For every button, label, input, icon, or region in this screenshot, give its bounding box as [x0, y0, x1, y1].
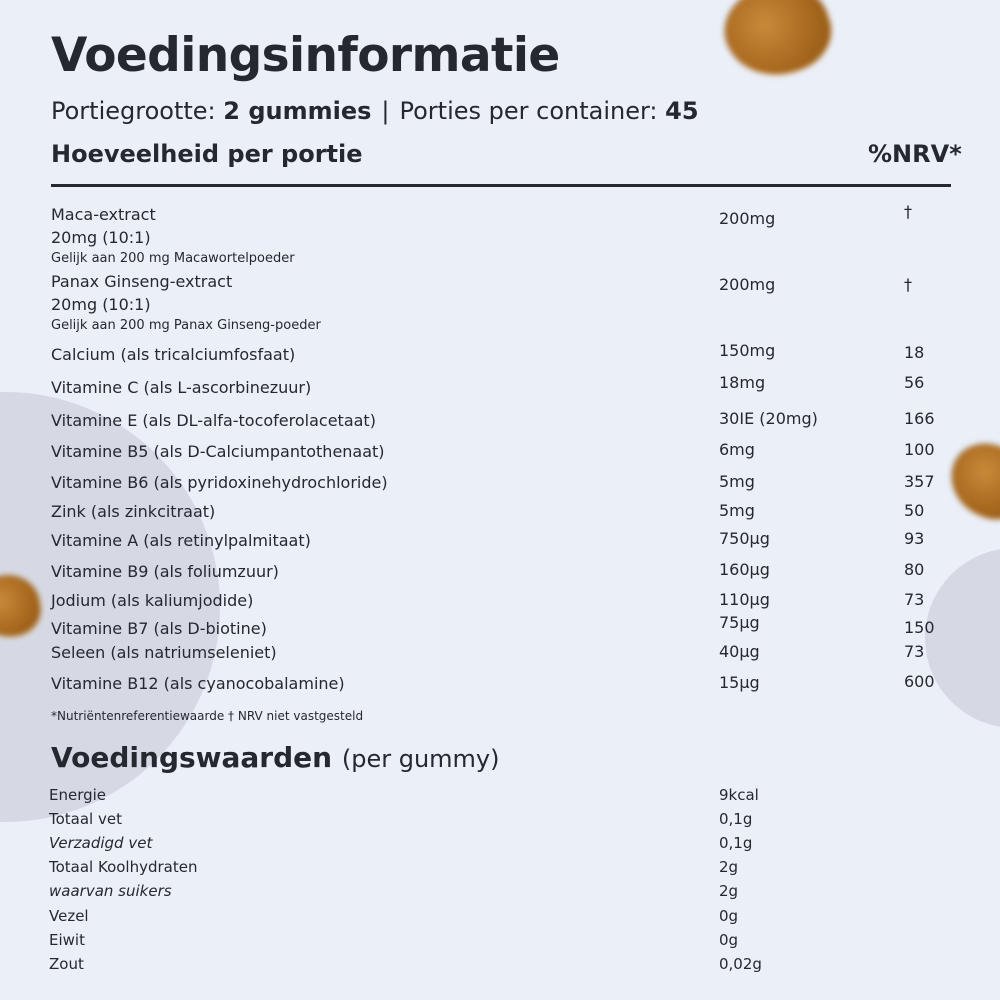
ingredient-nrv: 80: [904, 560, 925, 579]
ingredient-subnote: Gelijk aan 200 mg Panax Ginseng-poeder: [51, 318, 321, 333]
ingredient-nrv: 357: [904, 472, 935, 491]
serving-separator: |: [381, 97, 390, 125]
gummy-image-right: [940, 433, 1000, 528]
nrv-footnote: *Nutriëntenreferentiewaarde † NRV niet vastgesteld: [51, 709, 364, 723]
nutrition-name: Totaal vet: [49, 810, 122, 828]
nutrition-value: 0,02g: [719, 955, 762, 973]
ingredient-nrv: 56: [904, 373, 925, 392]
nutrition-name: Zout: [49, 955, 84, 973]
nutrition-value: 0,1g: [719, 834, 753, 852]
ingredient-name: Vitamine B6 (als pyridoxinehydrochloride): [51, 473, 388, 492]
serving-info: [51, 97, 699, 125]
ingredient-name: Vitamine B5 (als D-Calciumpantothenaat): [51, 442, 385, 461]
serving-size-label: Portiegrootte:: [51, 97, 216, 125]
header-divider: [51, 184, 951, 187]
ingredient-name: Vitamine A (als retinylpalmitaat): [51, 531, 311, 550]
ingredient-amount: 6mg: [719, 440, 755, 459]
nutrition-value: 0,1g: [719, 810, 753, 828]
nrv-header: %NRV*: [868, 140, 962, 168]
ingredient-subnote: Gelijk aan 200 mg Macawortelpoeder: [51, 251, 295, 266]
ingredient-name: Calcium (als tricalciumfosfaat): [51, 345, 296, 364]
ingredient-amount: 15µg: [719, 673, 760, 692]
nutrition-value: 2g: [719, 858, 739, 876]
ingredient-amount: 30IE (20mg): [719, 409, 818, 428]
gummy-image-top: [714, 0, 842, 89]
amount-per-serving-header: Hoeveelheid per portie: [51, 140, 363, 168]
page-title: Voedingsinformatie: [51, 28, 560, 83]
ingredient-amount: 5mg: [719, 501, 755, 520]
ingredient-nrv: 100: [904, 440, 935, 459]
nutrition-name: Eiwit: [49, 931, 85, 949]
nutrition-value: 2g: [719, 882, 739, 900]
ingredient-nrv: 166: [904, 409, 935, 428]
ingredient-nrv: †: [904, 275, 912, 294]
ingredient-nrv: 150: [904, 618, 935, 637]
nutrition-name: Verzadigd vet: [49, 834, 153, 852]
ingredient-amount: 200mg: [719, 209, 776, 228]
ingredient-name: Vitamine B12 (als cyanocobalamine): [51, 674, 345, 693]
ingredient-name-line1: Panax Ginseng-extract: [51, 272, 233, 291]
ingredient-name: [51, 270, 321, 335]
ingredient-amount: 150mg: [719, 341, 776, 360]
ingredient-amount: 160µg: [719, 560, 770, 579]
ingredient-nrv: †: [904, 202, 912, 221]
nutrition-title-text: Voedingswaarden: [51, 741, 333, 774]
ingredient-amount: 200mg: [719, 275, 776, 294]
ingredient-name: Seleen (als natriumseleniet): [51, 643, 277, 662]
ingredient-nrv: 18: [904, 343, 925, 362]
ingredient-name: Jodium (als kaliumjodide): [51, 591, 254, 610]
nutrition-title: [51, 741, 499, 774]
background-circle-right: [925, 548, 1000, 728]
nutrition-name: Totaal Koolhydraten: [49, 858, 198, 876]
ingredient-nrv: 73: [904, 590, 925, 609]
servings-per-container-value: 45: [665, 97, 699, 125]
ingredient-name: Vitamine B7 (als D-biotine): [51, 619, 267, 638]
nutrition-value: 0g: [719, 931, 739, 949]
servings-per-container-label: Porties per container:: [399, 97, 658, 125]
nutrition-name: waarvan suikers: [49, 882, 172, 900]
serving-size-value: 2 gummies: [223, 97, 372, 125]
ingredient-nrv: 600: [904, 672, 935, 691]
ingredient-name-line1: Maca-extract: [51, 205, 156, 224]
ingredient-amount: 40µg: [719, 642, 760, 661]
ingredient-name: Vitamine B9 (als foliumzuur): [51, 562, 279, 581]
nutrition-value: 0g: [719, 907, 739, 925]
ingredient-name: Vitamine E (als DL-alfa-tocoferolacetaat): [51, 411, 376, 430]
nutrition-value: 9kcal: [719, 786, 759, 804]
ingredient-amount: 18mg: [719, 373, 766, 392]
nutrition-name: Vezel: [49, 907, 89, 925]
ingredient-name: Vitamine C (als L-ascorbinezuur): [51, 378, 312, 397]
ingredient-amount: 75µg: [719, 613, 760, 632]
nutrition-title-suffix: (per gummy): [341, 745, 500, 773]
nutrition-name: Energie: [49, 786, 107, 804]
ingredient-name: [51, 203, 295, 268]
ingredient-name-line2: 20mg (10:1): [51, 228, 151, 247]
ingredient-amount: 110µg: [719, 590, 770, 609]
ingredient-nrv: 73: [904, 642, 925, 661]
ingredient-amount: 5mg: [719, 472, 755, 491]
ingredient-nrv: 93: [904, 529, 925, 548]
ingredient-name: Zink (als zinkcitraat): [51, 502, 216, 521]
ingredient-name-line2: 20mg (10:1): [51, 295, 151, 314]
ingredient-amount: 750µg: [719, 529, 770, 548]
ingredient-nrv: 50: [904, 501, 925, 520]
